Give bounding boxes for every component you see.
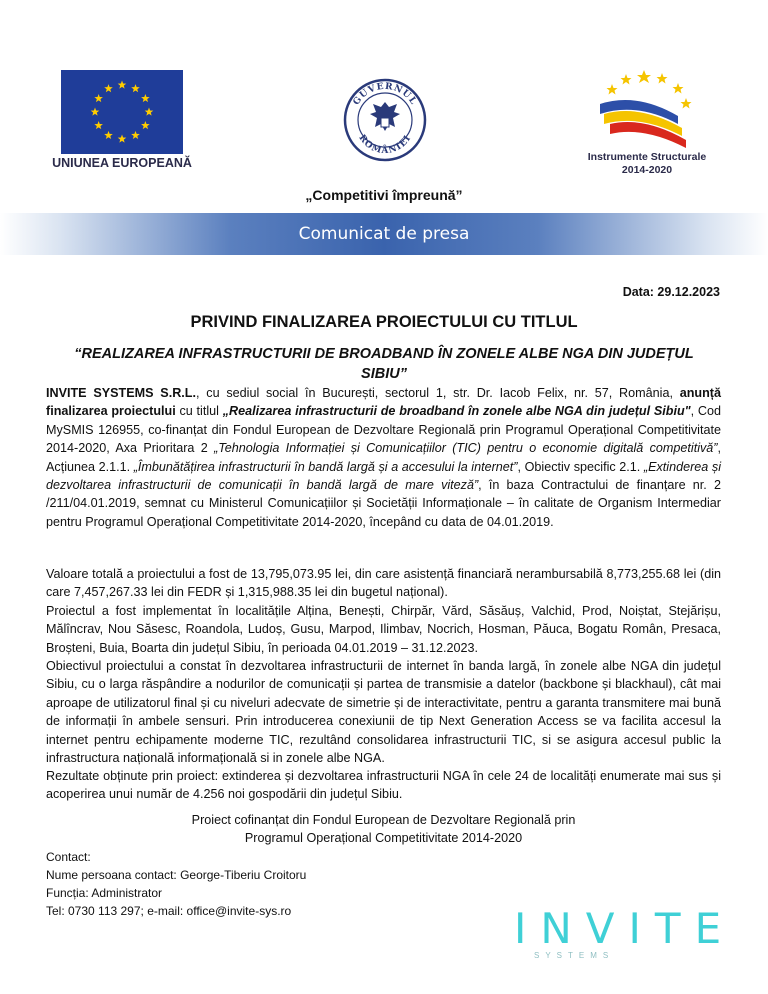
paragraph-intro <box>46 384 721 531</box>
funding-line-1: Proiect cofinanțat din Fondul European de Dezvoltare Regională prin <box>191 813 576 827</box>
invite-subtitle: SYSTEMS <box>534 951 615 960</box>
contact-label: Contact: <box>46 850 91 864</box>
invite-systems-logo <box>514 904 736 965</box>
eu-logo <box>42 70 202 180</box>
intro-text-3: , Cod MySMIS 126955, co-finanțat din Fondul European de Dezvoltare Regională prin Programul Operațional Competitivitate 2014-2020, Axa Prioritara 2 <box>46 404 721 456</box>
press-release-banner: Comunicat de presa <box>0 213 768 255</box>
paragraph-objective: Obiectivul proiectului a constat în dezvoltarea infrastructurii de internet în banda largă, în zonele albe NGA din județul Sibiu, cu o larga răspândire a nodurilor de comunicații și partea de transmisie a datelor (backbone și blackhaul), cât mai aproape de utilizatorul final și cu niveluri adecvate de simetrie și de interactivitate, pentru a garanta transmitere mai bună de informații în ambele sensuri. Prin introducerea conexiunii de tip Next Generation Access se va facilita accesul la internet pentru echipamente moderne TIC, rezultând consolidarea infrastructurii TIC, si se asigura accesul public la infrastructura națională informațională si in zonele albe NGA. <box>46 659 721 766</box>
paragraph-localities: Proiectul a fost implementat în localitățile Alțina, Benești, Chirpăr, Vărd, Săsăuș, Valchid, Prod, Noiștat, Stejărișu, Mălîncrav, Nou Săsesc, Roandola, Ludoș, Gusu, Marpod, Ilimbav, Nocrich, Hosman, Păuca, Bogatu Român, Presaca, Broșteni, Buia, Boarta din județul Sibiu, în perioada 04.01.2019 – 31.12.2023. <box>46 604 721 655</box>
structural-instruments-logo <box>582 64 712 184</box>
contact-block <box>46 848 306 920</box>
invite-wordmark: INVITE <box>514 904 736 953</box>
action-text: „Îmbunătățirea infrastructurii în bandă largă și a accesului la internet” <box>133 459 518 474</box>
project-title: “REALIZAREA INFRASTRUCTURII DE BROADBAND ÎN ZONELE ALBE NGA DIN JUDEȚUL SIBIU” <box>74 346 694 382</box>
slogan: „Competitivi împreună” <box>305 187 463 203</box>
structural-label-line2: 2014-2020 <box>621 164 673 176</box>
intro-text-1: , cu sediul social în București, sectorul 1, str. Dr. Iacob Felix, nr. 57, România, <box>196 386 680 400</box>
announce-text: anunță finalizarea proiectului <box>46 386 721 419</box>
svg-text:GUVERNUL: GUVERNUL <box>351 81 419 108</box>
funding-line-2: Programul Operațional Competitivitate 2014-2020 <box>244 831 523 845</box>
project-title-inline: „Realizarea infrastructurii de broadband în zonele albe NGA din județul Sibiu" <box>222 404 691 419</box>
eu-label: UNIUNEA EUROPEANĂ <box>52 156 192 170</box>
document-heading: PRIVIND FINALIZAREA PROIECTULUI CU TITLUL <box>190 313 578 331</box>
paragraph-results: Rezultate obținute prin proiect: extinderea și dezvoltarea infrastructurii NGA în cele 24 de localități enumerate mai sus și acoperirea unui număr de 4.256 noi gospodării din județul Sibiu. <box>46 769 721 802</box>
priority-axis: „Tehnologia Informației și Comunicațiilor (TIC) pentru o economie digitală competitivă” <box>214 441 718 456</box>
intro-text-6: , în baza Contractului de finanțare nr. 2 /211/04.01.2019, semnat cu Ministerul Comunicațiilor și Societății Informaționale – în calitate de Organism Intermediar pentru Programul Operațional Competitivitate 2014-2020, începând cu data de 04.01.2019. <box>46 478 721 529</box>
contact-role: Funcția: Administrator <box>46 886 163 900</box>
eu-flag-icon <box>61 70 183 154</box>
structural-label-line1: Instrumente Structurale <box>587 151 707 163</box>
government-logo <box>343 78 427 162</box>
contact-phone-email: Tel: 0730 113 297; e-mail: office@invite-sys.ro <box>46 904 292 918</box>
paragraph-value: Valoare totală a proiectului a fost de 13,795,073.95 lei, din care asistență financiară nerambursabilă 8,773,255.68 lei (din care 7,457,267.33 lei din FEDR și 1,315,988.35 lei din bugetul național). <box>46 567 721 600</box>
intro-text-2: cu titlul <box>175 404 223 419</box>
company-name: INVITE SYSTEMS S.R.L. <box>46 386 196 400</box>
objective-text: „Extinderea și dezvoltarea infrastructurii de comunicații în bandă largă de mare viteză” <box>46 459 721 493</box>
intro-text-5: , Obiectiv specific 2.1. <box>517 459 644 474</box>
svg-text:ROMÂNIEI: ROMÂNIEI <box>356 133 414 157</box>
document-date: Data: 29.12.2023 <box>622 285 720 299</box>
intro-text-4: , Acțiunea 2.1.1. <box>46 441 721 474</box>
government-seal-icon <box>343 78 427 162</box>
contact-person: Nume persoana contact: George-Tiberiu Croitoru <box>46 868 307 882</box>
structural-instruments-icon <box>582 64 712 150</box>
